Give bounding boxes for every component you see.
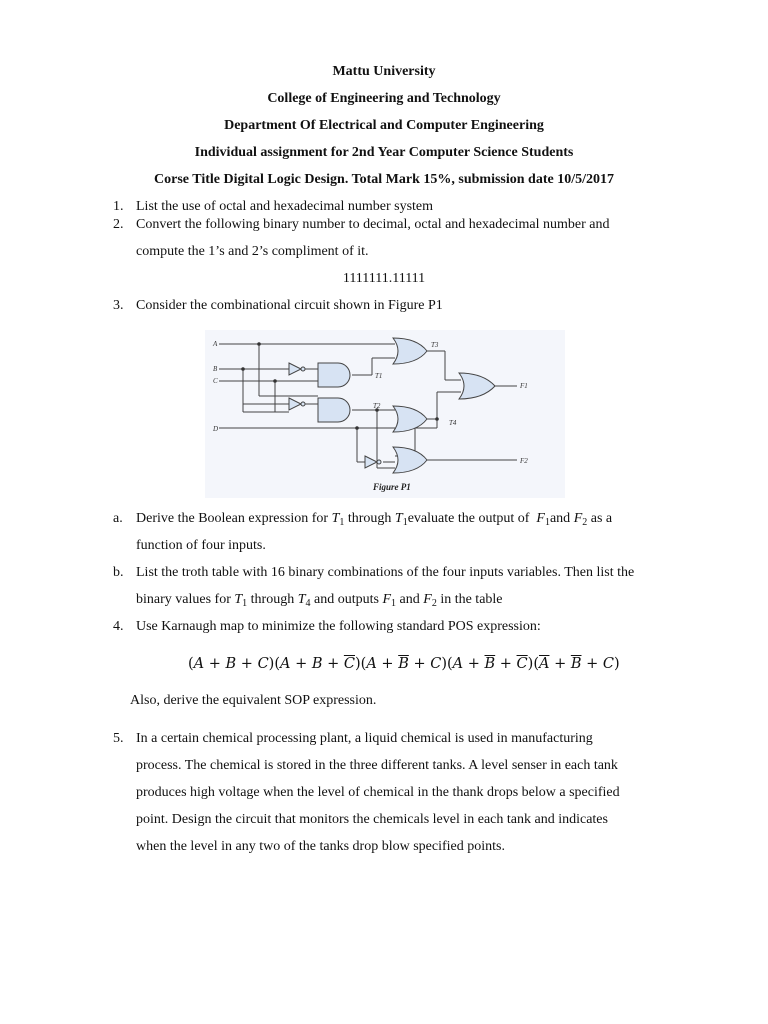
figure-p1-circuit — [205, 330, 565, 498]
binary-number: 1111111.11111 — [342, 271, 426, 286]
q4-number: 4. — [113, 619, 124, 634]
q3a-line-2: function of four inputs. — [136, 538, 266, 553]
q5-line-2: process. The chemical is stored in the three different tanks. A level senser in each tank — [136, 758, 618, 773]
q3a-label: a. — [113, 511, 123, 526]
q2-line-1: Convert the following binary number to decimal, octal and hexadecimal number and — [136, 217, 610, 232]
q3b-line-1: List the troth table with 16 binary combinations of the four inputs variables. Then list the — [136, 565, 635, 580]
q1-number: 1. — [113, 199, 124, 214]
q5-number: 5. — [113, 731, 124, 746]
q2-number: 2. — [113, 217, 124, 232]
f2-label: F2 — [520, 457, 528, 465]
q5-line-4: point. Design the circuit that monitors the chemicals level in each tank and indicates — [136, 812, 608, 827]
university-name: Mattu University — [332, 64, 436, 79]
input-b-label: B — [213, 365, 218, 373]
t4-label: T4 — [449, 419, 457, 427]
q3a-line-1: Derive the Boolean expression for $T_1$ through $T_1evaluate$ the output of $F_1and$ $F_2$ as a — [136, 511, 613, 528]
q5-line-3: produces high voltage when the level of chemical in the thank drops below a specified — [136, 785, 620, 800]
pos-expression: $(A + B + C)(A + B + \overline{C})(A + \overline{B} + C)(A + \overline{B} + \overline{C})(\overline{A} + \overline{B} + C)$ — [188, 656, 620, 672]
q2-line-2: compute the 1’s and 2’s compliment of it. — [136, 244, 369, 259]
assignment-title: Individual assignment for 2nd Year Computer Science Students — [194, 145, 574, 160]
input-c-label: C — [213, 377, 218, 385]
t1-label: T1 — [375, 372, 383, 380]
q1-text: List the use of octal and hexadecimal number system — [136, 199, 434, 214]
figure-caption: Figure P1 — [373, 482, 411, 492]
college-name: College of Engineering and Technology — [267, 91, 501, 106]
q3b-line-2: binary values for $T_1$ through $T_4$ and outputs $F_1$ and $F_2$ in the table — [136, 592, 503, 609]
q3-text: Consider the combinational circuit shown in Figure P1 — [136, 298, 443, 313]
input-a-label: A — [213, 340, 218, 348]
input-d-label: D — [213, 425, 219, 433]
q5-line-5: when the level in any two of the tanks drop blow specified points. — [136, 839, 505, 854]
department-name: Department Of Electrical and Computer Engineering — [224, 118, 544, 133]
t2-label: T2 — [373, 402, 381, 410]
t3-label: T3 — [431, 341, 439, 349]
q5-line-1: In a certain chemical processing plant, a liquid chemical is used in manufacturing — [136, 731, 593, 746]
q4-sop-text: Also, derive the equivalent SOP expression. — [130, 693, 377, 708]
course-title: Corse Title Digital Logic Design. Total Mark 15%, submission date 10/5/2017 — [154, 172, 614, 187]
q3b-label: b. — [113, 565, 124, 580]
q4-text: Use Karnaugh map to minimize the following standard POS expression: — [136, 619, 541, 634]
q3-number: 3. — [113, 298, 124, 313]
f1-label: F1 — [520, 382, 528, 390]
